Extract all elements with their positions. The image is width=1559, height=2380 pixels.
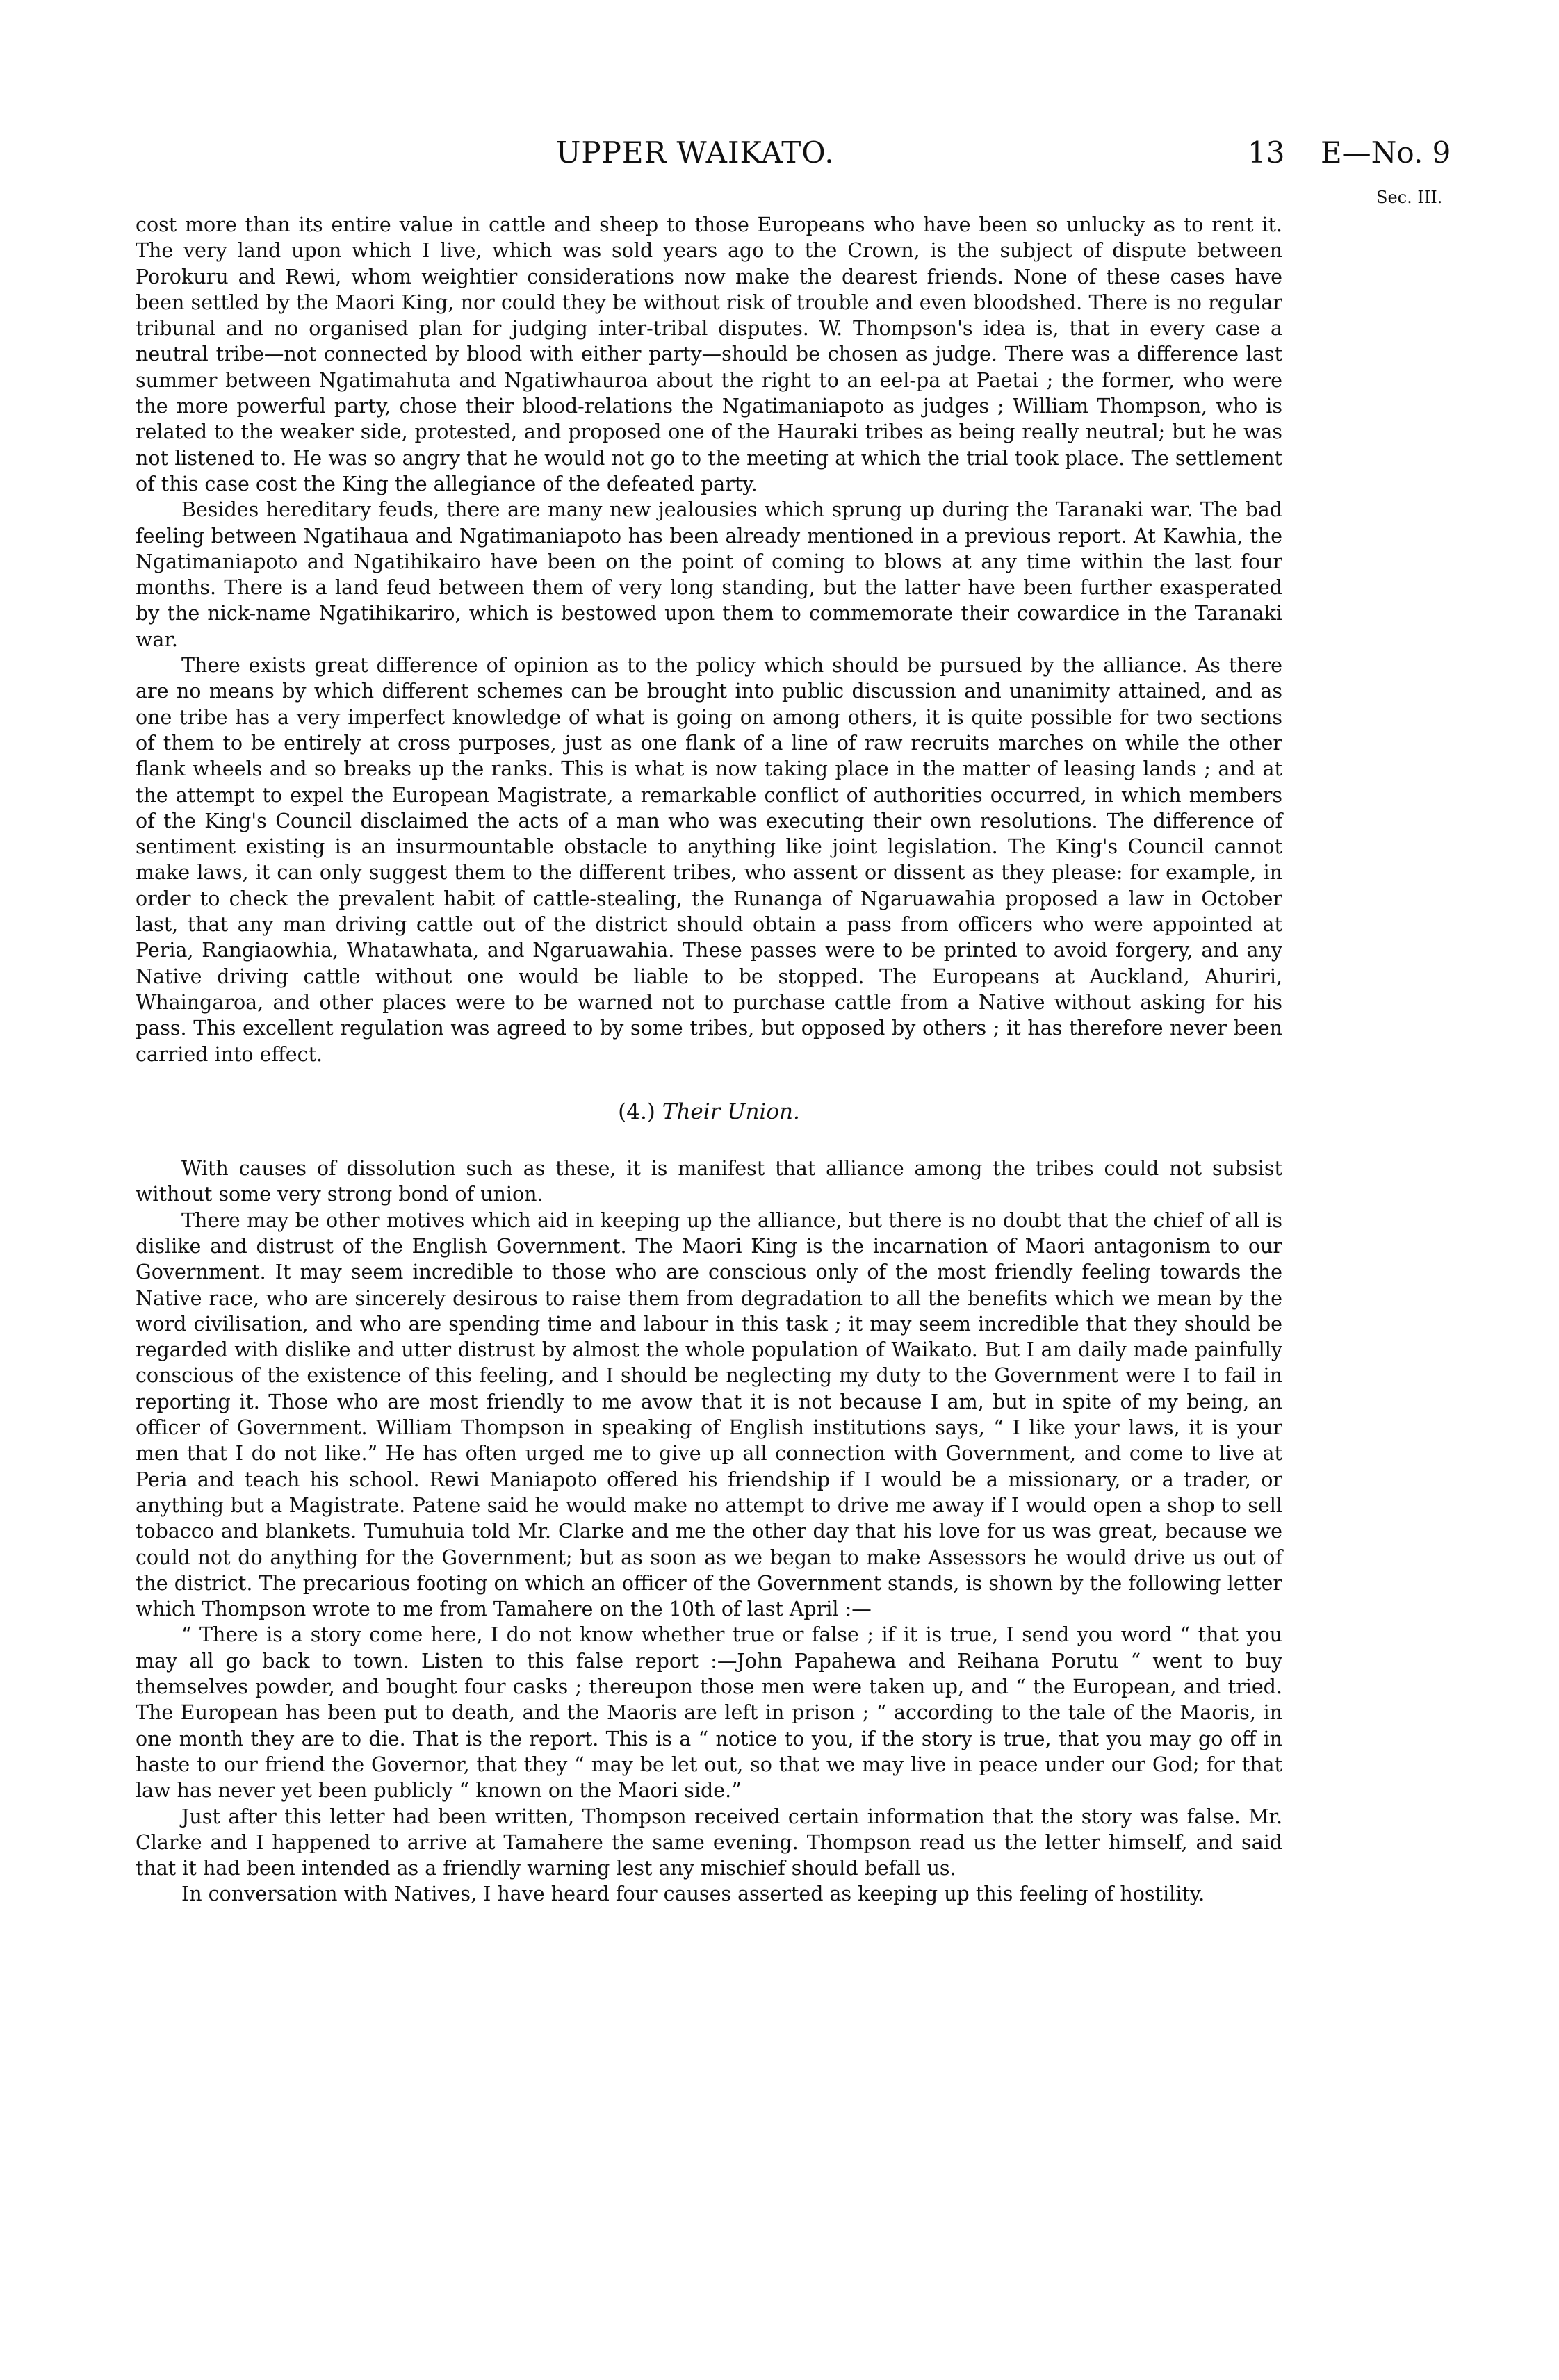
section-heading-title: Their Union. xyxy=(662,1099,800,1124)
section-heading-number: (4.) xyxy=(618,1099,655,1124)
quoted-letter: “ There is a story come here, I do not know whether true or false ; if it is true, I send you word “ that you may all go back to town. Listen to this false report :—John Papahewa and Reihana Porutu “ went to buy themselves powder, and bought four casks ; thereupon those men were taken up, and “ the European, and tried. The European has been put to death, and the Maoris are left in prison ; “ according to the tale of the Maoris, in one month they are to die. That is the report. This is a “ notice to you, if the story is true, that you may go off in haste to our friend the Governor, that they “ may be let out, so that we may live in peace under our God; for that law has never yet been publicly “ known on the Maori side.” xyxy=(136,1623,1282,1803)
paragraph: There may be other motives which aid in keeping up the alliance, but there is no doubt that the chief of all is dislike and distrust of the English Government. The Maori King is the incarnation of Maori antagonism to our Government. It may seem incredible to those who are conscious only of the most friendly feeling towards the Native race, who are sincerely desirous to raise them from degradation to all the benefits which we mean by the word civilisation, and who are spending time and labour in this task ; it may seem incredible that they should be regarded with dislike and utter distrust by almost the whole population of Waikato. But I am daily made painfully conscious of the existence of this feeling, and I should be neglecting my duty to the Government were I to fail in reporting it. Those who are most friendly to me avow that it is not because I am, but in spite of my being, an officer of Government. William Thompson in speaking of English institutions says, “ I like your laws, it is your men that I do not like.” He has often urged me to give up all connection with Government, and come to live at Peria and teach his school. Rewi Maniapoto offered his friendship if I would be a missionary, or a trader, or anything but a Magistrate. Patene said he would make no attempt to drive me away if I would open a shop to sell tobacco and blankets. Tumuhuia told Mr. Clarke and me the other day that his love for us was great, because we could not do anything for the Government; but as soon as we began to make Assessors he would drive us out of the district. The precarious footing on which an officer of the Government stands, is shown by the following letter which Thompson wrote to me from Tamahere on the 10th of last April :— xyxy=(136,1208,1282,1621)
paragraph: There exists great difference of opinion as to the policy which should be pursued by the alliance. As there are no means by which different schemes can be brought into public discussion and unanimity attained, and as one tribe has a very imperfect knowledge of what is going on among others, it is quite possible for two sections of them to be entirely at cross purposes, just as one flank of a line of raw recruits marches on while the other flank wheels and so breaks up the ranks. This is what is now taking place in the matter of leasing lands ; and at the attempt to expel the European Magistrate, a remarkable conflict of authorities occurred, in which members of the King's Council disclaimed the acts of a man who was executing their own resolutions. The difference of sentiment existing is an insurmountable obstacle to anything like joint legislation. The King's Council cannot make laws, it can only suggest them to the different tribes, who assent or dissent as they please: for example, in order to check the prevalent habit of cattle-stealing, the Runanga of Ngaruawahia proposed a law in October last, that any man driving cattle out of the district should obtain a pass from officers who were appointed at Peria, Rangiaowhia, Whatawhata, and Ngaruawahia. These passes were to be printed to avoid forgery, and any Native driving cattle without one would be liable to be stopped. The Europeans at Auckland, Ahuriri, Whaingaroa, and other places were to be warned not to purchase cattle from a Native without asking for his pass. This excellent regulation was agreed to by some tribes, but opposed by others ; it has therefore never been carried into effect. xyxy=(136,654,1282,1066)
section-heading xyxy=(136,1099,1282,1125)
paragraph: Besides hereditary feuds, there are many new jealousies which sprung up during the Taranaki war. The bad feeling between Ngatihaua and Ngatimaniapoto has been already mentioned in a previous report. At Kawhia, the Ngatimaniapoto and Ngatihikairo have been on the point of coming to blows at any time within the last four months. There is a land feud between them of very long standing, but the latter have been further exasperated by the nick-name Ngatihikariro, which is bestowed upon them to commemorate their cowardice in the Taranaki war. xyxy=(136,498,1282,651)
section-reference: Sec. III. xyxy=(1376,188,1443,207)
document-reference: E—No. 9 xyxy=(1321,136,1451,170)
paragraph: cost more than its entire value in cattle and sheep to those Europeans who have been so unlucky as to rent it. The very land upon which I live, which was sold years ago to the Crown, is the subject of dispute between Porokuru and Rewi, whom weightier considerations now make the dearest friends. None of these cases have been settled by the Maori King, nor could they be without risk of trouble and even bloodshed. There is no regular tribunal and no organised plan for judging inter-tribal disputes. W. Thompson's idea is, that in every case a neutral tribe—not connected by blood with either party—should be chosen as judge. There was a difference last summer between Ngatimahuta and Ngatiwhauroa about the right to an eel-pa at Paetai ; the former, who were the more powerful party, chose their blood-relations the Ngatimaniapoto as judges ; William Thompson, who is related to the weaker side, protested, and proposed one of the Hauraki tribes as being really neutral; but he was not listened to. He was so angry that he would not go to the meeting at which the trial took place. The settlement of this case cost the King the allegiance of the defeated party. xyxy=(136,213,1282,495)
running-title: UPPER WAIKATO. xyxy=(556,136,835,170)
page-number: 13 xyxy=(1248,136,1285,170)
body-text xyxy=(136,212,1282,1907)
page-header xyxy=(0,136,1559,207)
paragraph: Just after this letter had been written, Thompson received certain information that the story was false. Mr. Clarke and I happened to arrive at Tamahere the same evening. Thompson read us the letter himself, and said that it had been intended as a friendly warning lest any mischief should befall us. xyxy=(136,1805,1282,1880)
paragraph: In conversation with Natives, I have heard four causes asserted as keeping up this feeling of hostility. xyxy=(181,1882,1205,1906)
paragraph: With causes of dissolution such as these, it is manifest that alliance among the tribes could not subsist without some very strong bond of union. xyxy=(136,1157,1282,1206)
